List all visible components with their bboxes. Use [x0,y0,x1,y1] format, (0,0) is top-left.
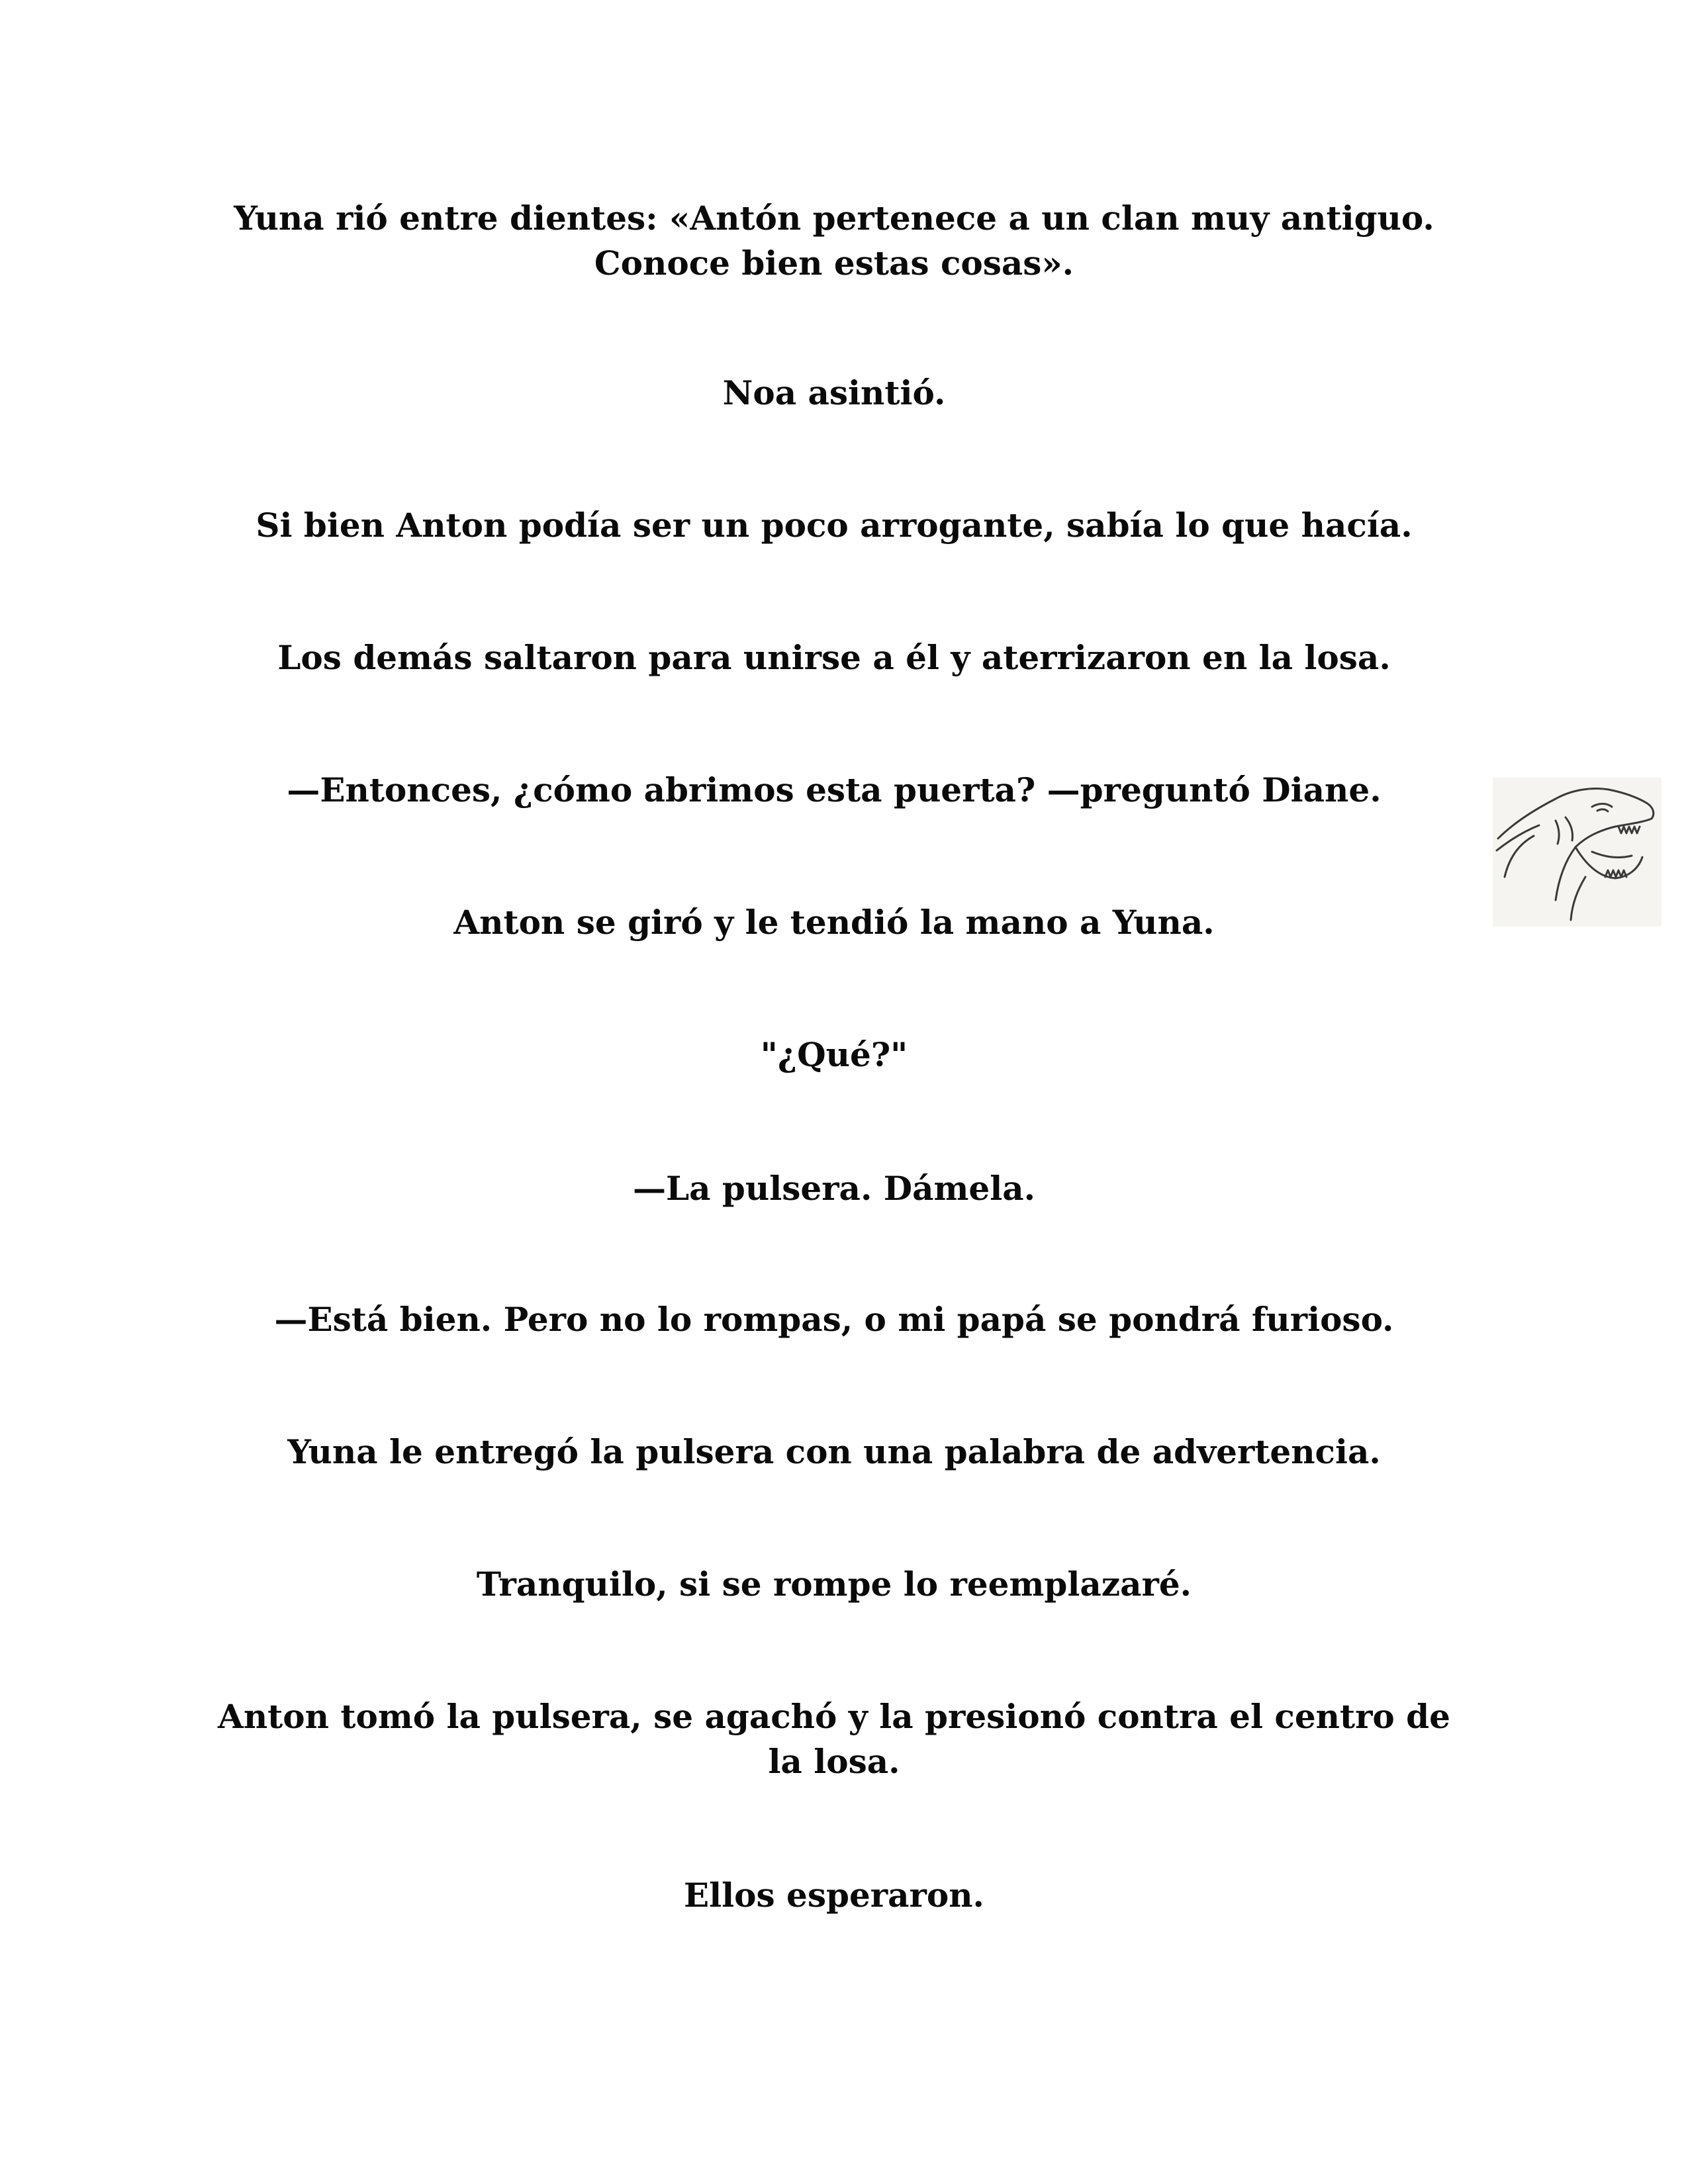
dinosaur-head-sketch-icon [1493,778,1662,927]
paragraph-noa-nods: Noa asintió. [722,373,946,412]
paragraph-yuna-hands-over: Yuna le entregó la pulsera con una palabra de advertencia. [287,1432,1381,1471]
paragraph-bracelet-request: —La pulsera. Dámela. [632,1169,1036,1208]
paragraph-anton-turns: Anton se giró y le tendió la mano a Yuna. [453,903,1215,942]
paragraph-dont-break: —Está bien. Pero no lo rompas, o mi papá se pondrá furioso. [274,1300,1394,1339]
paragraph-what: "¿Qué?" [760,1035,908,1074]
paragraph-they-waited: Ellos esperaron. [684,1876,984,1915]
paragraph-diane-asks: —Entonces, ¿cómo abrimos esta puerta? —preguntó Diane. [287,770,1382,809]
paragraph-replace: Tranquilo, si se rompe lo reemplazaré. [476,1565,1192,1604]
paragraph-yuna-laughs: Yuna rió entre dientes: «Antón pertenece a un clan muy antiguo. Conoce bien estas cosas». [234,199,1434,283]
paragraph-others-jump: Los demás saltaron para unirse a él y aterrizaron en la losa. [277,638,1391,677]
paragraph-anton-arrogant: Si bien Anton podía ser un poco arrogante, sabía lo que hacía. [256,506,1413,545]
paragraph-anton-presses: Anton tomó la pulsera, se agachó y la presionó contra el centro de la losa. [218,1697,1450,1781]
